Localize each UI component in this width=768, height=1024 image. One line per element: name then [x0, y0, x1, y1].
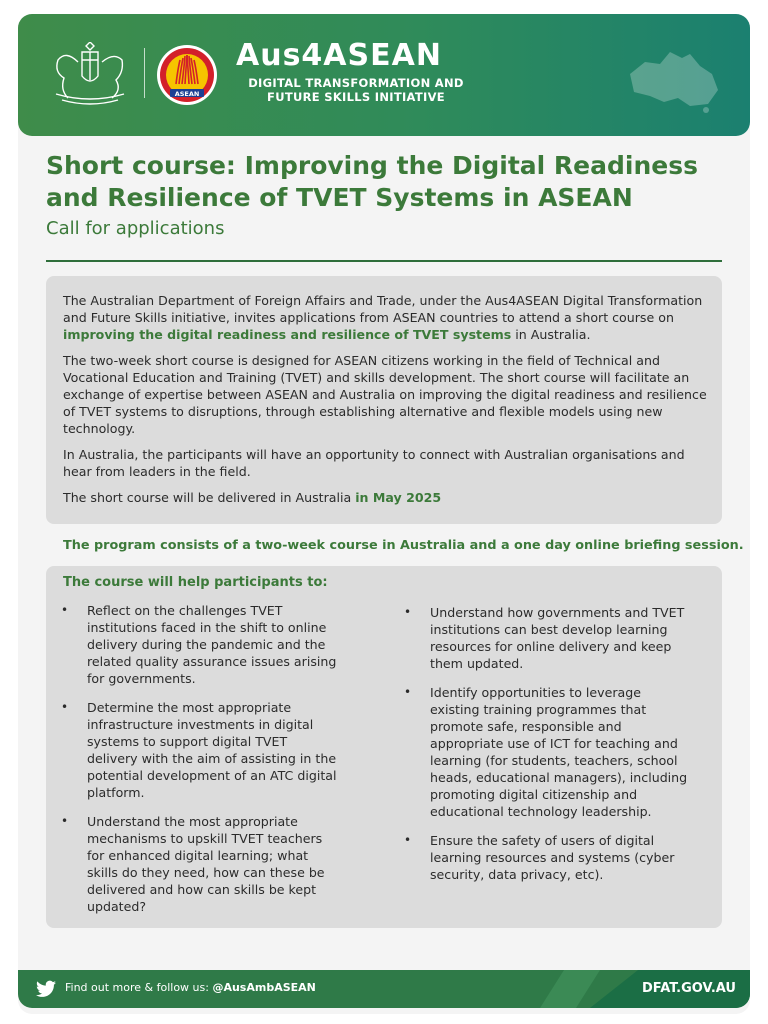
asean-emblem-icon [156, 44, 218, 106]
intro-p1-text: The Australian Department of Foreign Affairs and Trade, under the Aus4ASEAN Digital Transformation and Future Skills initiative, invites applications from ASEAN countries to attend a short course on [63, 293, 703, 325]
intro-paragraph-1 [63, 292, 712, 343]
course-outcomes-title: The course will help participants to: [63, 575, 328, 590]
intro-p4-text: The short course will be delivered in Australia [63, 490, 356, 505]
list-item-text: Identify opportunities to leverage existing training programmes that promote safe, responsible and appropriate use of ICT for teaching and learning (for students, teachers, school heads, educational managers), including promoting digital citizenship and educational technology leadership. [430, 685, 688, 819]
list-item [61, 699, 341, 801]
outcomes-right-column [404, 604, 694, 895]
course-outcomes-box [46, 566, 722, 928]
list-item-text: Understand how governments and TVET institutions can best develop learning resources for online delivery and keep them updated. [430, 605, 685, 671]
twitter-handle-link[interactable]: @AusAmbASEAN [212, 981, 316, 994]
australia-map-icon [620, 44, 730, 114]
bullet-icon: • [404, 685, 412, 699]
header-divider [144, 48, 145, 98]
list-item [404, 604, 694, 672]
footer-stripe [540, 970, 600, 1008]
bullet-icon: • [404, 833, 412, 847]
australian-coat-of-arms-icon [48, 42, 132, 112]
page-title-line1: Short course: Improving the Digital Readiness [46, 151, 698, 180]
bullet-icon: • [61, 814, 69, 828]
list-item [404, 684, 694, 820]
intro-paragraph-2: The two-week short course is designed for ASEAN citizens working in the field of Technical and Vocational Education and Training (TVET) and skills development. The short course will facilitate an exchange of expertise between ASEAN and Australia on improving the digital readiness and resilience of TVET systems to disruptions, through establishing alternative and flexible models using new technology. [63, 353, 707, 436]
header-banner [18, 14, 750, 136]
brand-subtitle-line2: FUTURE SKILLS INITIATIVE [267, 90, 445, 104]
title-rule [46, 260, 722, 262]
list-item [61, 602, 341, 687]
twitter-icon[interactable] [36, 980, 56, 998]
list-item [61, 813, 341, 915]
list-item [404, 832, 694, 883]
brand-subtitle [236, 76, 476, 104]
bullet-icon: • [404, 605, 412, 619]
page-subtitle: Call for applications [46, 218, 225, 239]
intro-p1-highlight: improving the digital readiness and resilience of TVET systems [63, 327, 512, 342]
intro-paragraph-3: In Australia, the participants will have an opportunity to connect with Australian organisations and hear from leaders in the field. [63, 447, 685, 479]
list-item-text: Determine the most appropriate infrastructure investments in digital systems to support digital TVET delivery with the aim of assisting in the potential development of an ATC digital platform. [87, 700, 337, 800]
list-item-text: Understand the most appropriate mechanisms to upskill TVET teachers for enhanced digital learning; what skills do they need, how can these be delivered and how can skills be kept updated? [87, 814, 325, 914]
page-title-line2: and Resilience of TVET Systems in ASEAN [46, 183, 633, 212]
list-item-text: Reflect on the challenges TVET institutions faced in the shift to online delivery during the pandemic and the related quality assurance issues arising for governments. [87, 603, 337, 686]
brand-title: Aus4ASEAN [236, 38, 442, 73]
intro-p4-highlight: in May 2025 [355, 490, 442, 505]
list-item-text: Ensure the safety of users of digital learning resources and systems (cyber security, data privacy, etc). [430, 833, 675, 882]
brand-subtitle-line1: DIGITAL TRANSFORMATION AND [248, 76, 464, 90]
intro-box [46, 276, 722, 524]
bullet-icon: • [61, 603, 69, 617]
bullet-icon: • [61, 700, 69, 714]
follow-text [65, 981, 316, 994]
intro-paragraph-4 [63, 489, 712, 506]
outcomes-left-column [61, 602, 341, 927]
footer-bar [18, 970, 750, 1008]
program-summary: The program consists of a two-week course in Australia and a one day online briefing session. [63, 538, 744, 553]
dfat-site-link[interactable]: DFAT.GOV.AU [642, 981, 736, 996]
intro-p1-end: in Australia. [511, 327, 591, 342]
follow-label: Find out more & follow us: [65, 981, 213, 994]
asean-logo-text: ASEAN [174, 90, 200, 98]
page-title [46, 150, 726, 214]
